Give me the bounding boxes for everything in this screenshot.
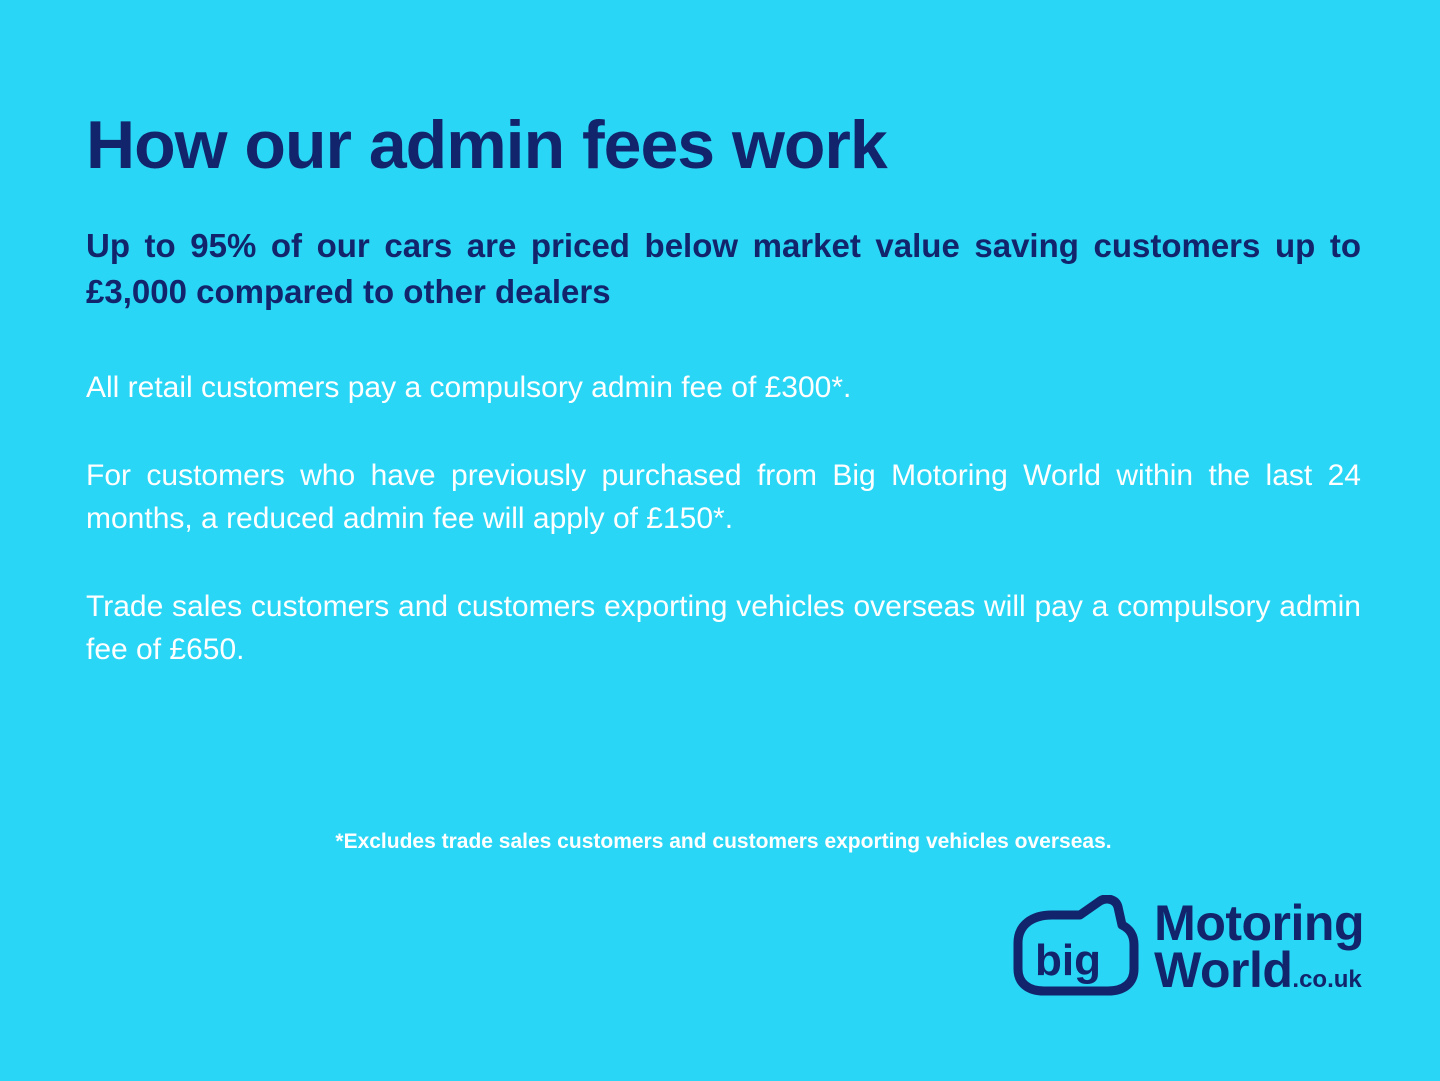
brand-line-1: Motoring <box>1154 894 1364 951</box>
paragraph-trade-export-fee: Trade sales customers and customers exporting vehicles overseas will pay a compulsory admin fee of £650. <box>86 589 1361 667</box>
spacer <box>86 410 1361 454</box>
paragraph-retail-fee: All retail customers pay a compulsory admin fee of £300*. <box>86 371 852 405</box>
svg-text:big: big <box>1035 936 1102 985</box>
spacer <box>86 541 1361 585</box>
paragraph-returning-customer-fee: For customers who have previously purchased from Big Motoring World within the last 24 months, a reduced admin fee will apply of £150*. <box>86 458 1361 536</box>
page-title: How our admin fees work <box>86 107 887 183</box>
footnote-text: *Excludes trade sales customers and customers exporting vehicles overseas. <box>335 830 1112 853</box>
brand-line-2 <box>1154 942 1364 998</box>
slide-content <box>86 107 1361 672</box>
brand-tld: .co.uk <box>1292 966 1362 993</box>
brand-line-2-word: World <box>1154 942 1293 998</box>
spacer <box>86 314 1361 366</box>
brand-logo <box>1008 895 1364 999</box>
brand-wordmark <box>1154 894 1364 998</box>
subheading: Up to 95% of our cars are priced below market value saving customers up to £3,000 compared to other dealers <box>86 227 1361 310</box>
big-car-icon <box>1008 895 1140 999</box>
